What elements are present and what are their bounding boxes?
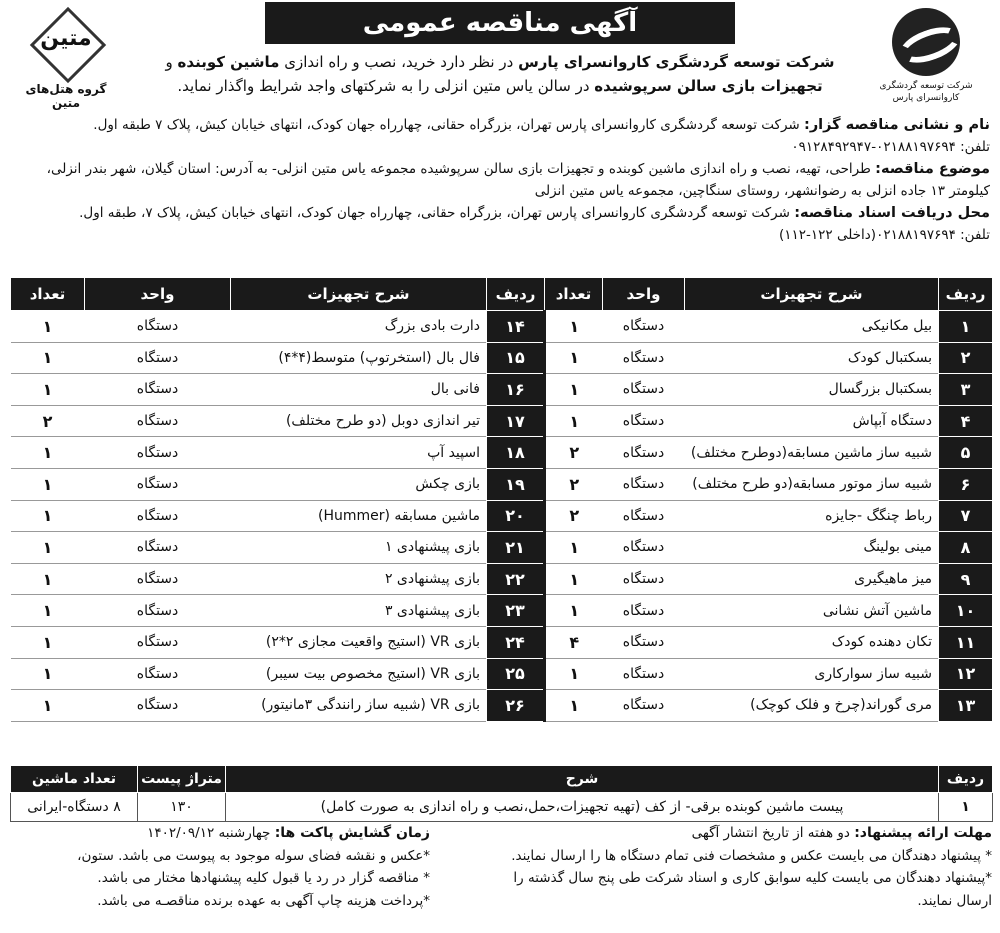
track-col-area: متراژ پیست — [138, 766, 226, 793]
item-row-number: ۲۵ — [487, 658, 545, 690]
item-unit: دستگاه — [603, 311, 685, 343]
col-header-row: ردیف — [939, 278, 993, 311]
item-row-number: ۹ — [939, 563, 993, 595]
footer-right — [432, 822, 992, 912]
item-unit: دستگاه — [603, 690, 685, 722]
company-logo — [866, 8, 986, 108]
item-quantity: ۱ — [545, 532, 603, 564]
organizer-phone: تلفن: ۰۲۱۸۸۱۹۷۶۹۴-۰۹۱۲۸۴۹۲۹۴۷ — [791, 139, 990, 155]
item-unit: دستگاه — [603, 626, 685, 658]
item-description: بازی پیشنهادی ۲ — [231, 563, 487, 595]
equipment-header-row — [11, 278, 993, 311]
item-description: بازی VR (شبیه ساز رانندگی ۳مانیتور) — [231, 690, 487, 722]
item-row-number: ۱۲ — [939, 658, 993, 690]
item-unit: دستگاه — [85, 563, 231, 595]
item-unit: دستگاه — [85, 342, 231, 374]
subject-line — [8, 158, 990, 202]
item-unit: دستگاه — [85, 658, 231, 690]
note: * مناقصه گزار در رد یا قبول کلیه پیشنهادها مختار می باشد. — [97, 870, 430, 886]
item-unit: دستگاه — [603, 468, 685, 500]
item-quantity: ۲ — [545, 468, 603, 500]
group-logo-caption: گروه هتل‌های متین — [25, 82, 107, 110]
docs-text: شرکت توسعه گردشگری کاروانسرای پارس تهران، بزرگراه حقانی، چهارراه جهان کودک، انتهای خیابان کیش، پلاک ۷، طبقه اول. — [79, 205, 795, 221]
organizer-text: شرکت توسعه گردشگری کاروانسرای پارس تهران، بزرگراه حقانی، چهارراه جهان کودک، انتهای خیابان کیش، پلاک ۷ طبقه اول. — [93, 117, 805, 133]
item-quantity: ۱ — [11, 658, 85, 690]
docs-line — [8, 202, 990, 224]
intro-text-1: در نظر دارد خرید، نصب و راه اندازی — [279, 53, 519, 71]
organizer-label: نام و نشانی مناقصه گزار: — [804, 117, 990, 133]
item-quantity: ۱ — [545, 405, 603, 437]
table-row — [11, 532, 993, 564]
item-description: شبیه ساز سوارکاری — [685, 658, 939, 690]
item-unit: دستگاه — [603, 437, 685, 469]
table-row — [11, 405, 993, 437]
item-quantity: ۱ — [545, 563, 603, 595]
item-unit: دستگاه — [85, 437, 231, 469]
item-unit: دستگاه — [603, 500, 685, 532]
item-unit: دستگاه — [603, 374, 685, 406]
item-description: بیل مکانیکی — [685, 311, 939, 343]
item-description: فانی بال — [231, 374, 487, 406]
col-header-qty: تعداد — [11, 278, 85, 311]
item-row-number: ۲۰ — [487, 500, 545, 532]
item-unit: دستگاه — [85, 626, 231, 658]
equipment-rows — [11, 311, 993, 722]
table-row — [11, 658, 993, 690]
item-row-number: ۲۶ — [487, 690, 545, 722]
deadline-label: مهلت ارائه پیشنهاد: — [854, 825, 992, 841]
organizer-line — [8, 114, 990, 136]
item-unit: دستگاه — [85, 690, 231, 722]
item-description: ماشین آتش نشانی — [685, 595, 939, 627]
footer-left — [10, 822, 430, 912]
page-title: آگهی مناقصه عمومی — [265, 2, 735, 44]
item-description: رباط چنگگ -جایزه — [685, 500, 939, 532]
opening-label: زمان گشایش پاکت ها: — [274, 825, 430, 841]
intro-machine: ماشین کوبنده — [177, 53, 280, 71]
deadline-text: دو هفته از تاریخ انتشار آگهی — [691, 825, 855, 841]
item-quantity: ۱ — [545, 374, 603, 406]
company-logo-caption: شرکت توسعه گردشگری کاروانسرای پارس — [879, 81, 973, 103]
track-row-area: ۱۳۰ — [138, 793, 226, 822]
item-row-number: ۲۴ — [487, 626, 545, 658]
item-description: بازی پیشنهادی ۳ — [231, 595, 487, 627]
item-row-number: ۷ — [939, 500, 993, 532]
item-row-number: ۵ — [939, 437, 993, 469]
item-quantity: ۲ — [545, 437, 603, 469]
item-quantity: ۱ — [545, 658, 603, 690]
item-row-number: ۱۶ — [487, 374, 545, 406]
item-quantity: ۱ — [11, 690, 85, 722]
intro-text-2: در سالن یاس متین انزلی را به شرکتهای واجد شرایط واگذار نماید. — [177, 77, 595, 95]
table-row — [11, 595, 993, 627]
note: *پیشنهاد دهندگان می بایست کلیه سوابق کاری و اسناد شرکت طی پنج سال گذشته را — [513, 870, 992, 886]
item-quantity: ۴ — [545, 626, 603, 658]
company-logo-icon — [892, 8, 960, 76]
item-row-number: ۱۴ — [487, 311, 545, 343]
table-row — [11, 311, 993, 343]
note: *عکس و نقشه فضای سوله موجود به پیوست می باشد. ستون، — [77, 847, 430, 864]
intro-and: و — [165, 53, 178, 71]
track-col-machines: تعداد ماشین — [11, 766, 138, 793]
item-row-number: ۱ — [939, 311, 993, 343]
item-row-number: ۳ — [939, 374, 993, 406]
item-row-number: ۱۹ — [487, 468, 545, 500]
intro-paragraph — [140, 50, 860, 98]
item-quantity: ۱ — [11, 626, 85, 658]
item-row-number: ۴ — [939, 405, 993, 437]
note: ارسال نمایند. — [917, 892, 992, 909]
item-description: تکان دهنده کودک — [685, 626, 939, 658]
item-quantity: ۱ — [545, 690, 603, 722]
col-header-desc: شرح تجهیزات — [231, 278, 487, 311]
item-row-number: ۲ — [939, 342, 993, 374]
item-unit: دستگاه — [85, 311, 231, 343]
table-row — [11, 563, 993, 595]
note: *پرداخت هزینه چاپ آگهی به عهده برنده مناقصـه می باشد. — [97, 892, 430, 909]
header — [0, 0, 1000, 115]
item-unit: دستگاه — [603, 405, 685, 437]
table-row — [11, 437, 993, 469]
intro-equipment: تجهیزات بازی سالن سرپوشیده — [594, 77, 823, 95]
table-row — [11, 468, 993, 500]
item-unit: دستگاه — [603, 342, 685, 374]
group-logo-icon: متین — [31, 8, 101, 78]
item-quantity: ۱ — [545, 311, 603, 343]
item-unit: دستگاه — [85, 532, 231, 564]
item-description: مینی بولینگ — [685, 532, 939, 564]
item-description: ماشین مسابقه (Hummer) — [231, 500, 487, 532]
item-unit: دستگاه — [85, 500, 231, 532]
col-header-qty: تعداد — [545, 278, 603, 311]
table-row — [11, 690, 993, 722]
item-quantity: ۱ — [11, 532, 85, 564]
opening-text: چهارشنبه ۱۴۰۲/۰۹/۱۲ — [147, 825, 275, 841]
item-description: شبیه ساز موتور مسابقه(دو طرح مختلف) — [685, 468, 939, 500]
table-row — [11, 342, 993, 374]
item-quantity: ۱ — [11, 595, 85, 627]
item-quantity: ۱ — [545, 342, 603, 374]
item-description: بسکتبال کودک — [685, 342, 939, 374]
item-row-number: ۱۵ — [487, 342, 545, 374]
item-unit: دستگاه — [85, 374, 231, 406]
col-header-desc: شرح تجهیزات — [685, 278, 939, 311]
docs-label: محل دریافت اسناد مناقصه: — [794, 205, 990, 221]
subject-label: موضوع مناقصه: — [875, 161, 990, 177]
item-quantity: ۱ — [11, 563, 85, 595]
item-quantity: ۱ — [11, 311, 85, 343]
track-table — [10, 765, 993, 822]
track-row-desc: پیست ماشین کوبنده برقی- از کف (تهیه تجهیزات،حمل،نصب و راه اندازی به صورت کامل) — [226, 793, 939, 822]
table-row — [11, 500, 993, 532]
item-description: بسکتبال بزرگسال — [685, 374, 939, 406]
item-unit: دستگاه — [603, 595, 685, 627]
item-unit: دستگاه — [85, 405, 231, 437]
item-quantity: ۱ — [11, 500, 85, 532]
item-quantity: ۲ — [11, 405, 85, 437]
track-col-row: ردیف — [939, 766, 993, 793]
item-description: اسپید آپ — [231, 437, 487, 469]
item-description: میز ماهیگیری — [685, 563, 939, 595]
col-header-row: ردیف — [487, 278, 545, 311]
item-description: شبیه ساز ماشین مسابقه(دوطرح مختلف) — [685, 437, 939, 469]
opening-line — [10, 822, 430, 845]
item-row-number: ۲۳ — [487, 595, 545, 627]
item-quantity: ۱ — [545, 595, 603, 627]
item-row-number: ۱۳ — [939, 690, 993, 722]
item-description: فال بال (استخرتوپ) متوسط(۴*۴) — [231, 342, 487, 374]
item-quantity: ۱ — [11, 437, 85, 469]
item-row-number: ۱۷ — [487, 405, 545, 437]
table-row — [11, 374, 993, 406]
item-description: بازی VR (استیج واقعیت مجازی ۲*۲) — [231, 626, 487, 658]
subject-text: طراحی، تهیه، نصب و راه اندازی ماشین کوبنده و تجهیزات بازی سالن سرپوشیده مجموعه یاس متین انزلی- به آدرس: استان گیلان، شهر بندر انزلی، کیلومتر ۱۳ جاده انزلی به رضوانشهر، روستای سنگاچین، مجموعه یاس متین انزلی — [46, 161, 990, 199]
table-row — [11, 626, 993, 658]
deadline-line — [432, 822, 992, 845]
item-description: تیر اندازی دوبل (دو طرح مختلف) — [231, 405, 487, 437]
docs-phone: تلفن: ۰۲۱۸۸۱۹۷۶۹۴(داخلی ۱۲۲-۱۱۲) — [778, 227, 990, 243]
item-unit: دستگاه — [603, 532, 685, 564]
col-header-unit: واحد — [603, 278, 685, 311]
item-description: بازی پیشنهادی ۱ — [231, 532, 487, 564]
item-unit: دستگاه — [603, 658, 685, 690]
item-row-number: ۱۱ — [939, 626, 993, 658]
track-row-machines: ۸ دستگاه-ایرانی — [11, 793, 138, 822]
table-row — [11, 793, 993, 822]
item-unit: دستگاه — [603, 563, 685, 595]
item-quantity: ۱ — [11, 468, 85, 500]
item-quantity: ۲ — [545, 500, 603, 532]
item-row-number: ۲۱ — [487, 532, 545, 564]
tender-info — [0, 114, 1000, 246]
equipment-table — [10, 277, 993, 722]
item-description: دستگاه آبپاش — [685, 405, 939, 437]
group-logo — [10, 4, 122, 108]
track-header-row — [11, 766, 993, 793]
item-row-number: ۶ — [939, 468, 993, 500]
item-description: بازی چکش — [231, 468, 487, 500]
item-unit: دستگاه — [85, 468, 231, 500]
col-header-unit: واحد — [85, 278, 231, 311]
item-row-number: ۲۲ — [487, 563, 545, 595]
note: * پیشنهاد دهندگان می بایست عکس و مشخصات فنی تمام دستگاه ها را ارسال نمایند. — [511, 847, 992, 864]
item-description: بازی VR (استیج مخصوص بیت سیبر) — [231, 658, 487, 690]
track-col-desc: شرح — [226, 766, 939, 793]
item-row-number: ۸ — [939, 532, 993, 564]
intro-company: شرکت توسعه گردشگری کاروانسرای پارس — [518, 53, 835, 71]
item-description: دارت بادی بزرگ — [231, 311, 487, 343]
track-row-number: ۱ — [939, 793, 993, 822]
item-quantity: ۱ — [11, 374, 85, 406]
item-row-number: ۱۸ — [487, 437, 545, 469]
item-quantity: ۱ — [11, 342, 85, 374]
item-row-number: ۱۰ — [939, 595, 993, 627]
item-description: مری گوراند(چرخ و فلک کوچک) — [685, 690, 939, 722]
item-unit: دستگاه — [85, 595, 231, 627]
